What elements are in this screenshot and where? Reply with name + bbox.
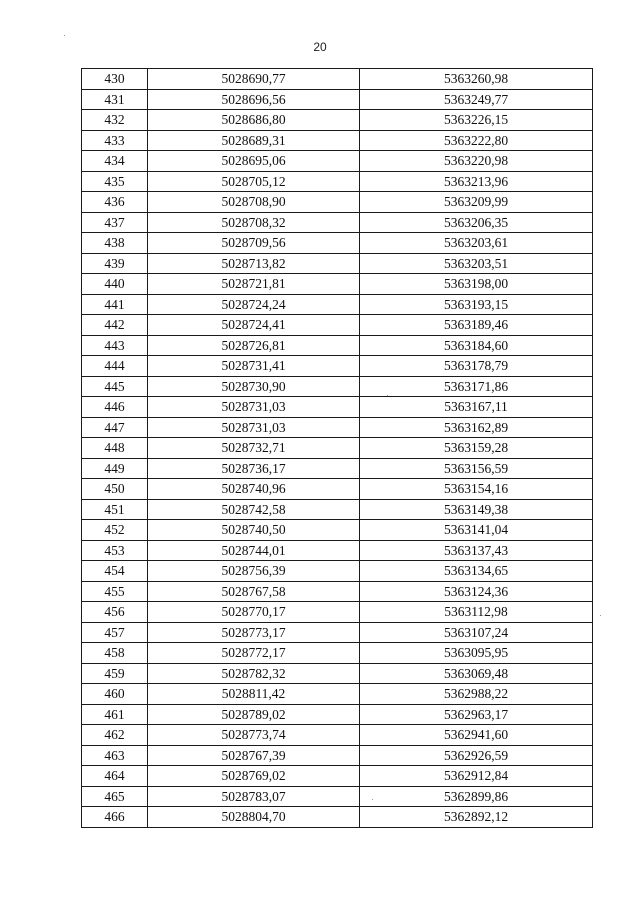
y-coordinate-cell: 5363095,95 xyxy=(360,643,593,664)
table-row xyxy=(82,499,593,520)
point-number-cell: 434 xyxy=(82,151,148,172)
y-coordinate-cell: 5362899,86 xyxy=(360,786,593,807)
y-coordinate-cell: 5363112,98 xyxy=(360,602,593,623)
y-coordinate-cell: 5363213,96 xyxy=(360,171,593,192)
table-row xyxy=(82,376,593,397)
table-row xyxy=(82,274,593,295)
y-coordinate-cell: 5363137,43 xyxy=(360,540,593,561)
table-row xyxy=(82,315,593,336)
table-row xyxy=(82,622,593,643)
point-number-cell: 430 xyxy=(82,69,148,90)
x-coordinate-cell: 5028731,41 xyxy=(148,356,360,377)
table-row xyxy=(82,397,593,418)
table-row xyxy=(82,458,593,479)
table-row xyxy=(82,725,593,746)
x-coordinate-cell: 5028773,17 xyxy=(148,622,360,643)
x-coordinate-cell: 5028724,41 xyxy=(148,315,360,336)
table-row xyxy=(82,417,593,438)
y-coordinate-cell: 5363203,61 xyxy=(360,233,593,254)
point-number-cell: 439 xyxy=(82,253,148,274)
x-coordinate-cell: 5028769,02 xyxy=(148,766,360,787)
y-coordinate-cell: 5362926,59 xyxy=(360,745,593,766)
table-row xyxy=(82,807,593,828)
point-number-cell: 433 xyxy=(82,130,148,151)
point-number-cell: 460 xyxy=(82,684,148,705)
y-coordinate-cell: 5362963,17 xyxy=(360,704,593,725)
table-row xyxy=(82,684,593,705)
table-row xyxy=(82,766,593,787)
y-coordinate-cell: 5363167,11 xyxy=(360,397,593,418)
x-coordinate-cell: 5028744,01 xyxy=(148,540,360,561)
y-coordinate-cell: 5362941,60 xyxy=(360,725,593,746)
x-coordinate-cell: 5028740,96 xyxy=(148,479,360,500)
x-coordinate-cell: 5028782,32 xyxy=(148,663,360,684)
table-row xyxy=(82,212,593,233)
table-row xyxy=(82,335,593,356)
point-number-cell: 463 xyxy=(82,745,148,766)
point-number-cell: 447 xyxy=(82,417,148,438)
table-row xyxy=(82,479,593,500)
table-row xyxy=(82,663,593,684)
scan-speck xyxy=(64,35,65,36)
x-coordinate-cell: 5028736,17 xyxy=(148,458,360,479)
point-number-cell: 451 xyxy=(82,499,148,520)
table-row xyxy=(82,643,593,664)
y-coordinate-cell: 5363154,16 xyxy=(360,479,593,500)
point-number-cell: 449 xyxy=(82,458,148,479)
point-number-cell: 461 xyxy=(82,704,148,725)
y-coordinate-cell: 5363189,46 xyxy=(360,315,593,336)
x-coordinate-cell: 5028767,39 xyxy=(148,745,360,766)
x-coordinate-cell: 5028724,24 xyxy=(148,294,360,315)
y-coordinate-cell: 5363178,79 xyxy=(360,356,593,377)
x-coordinate-cell: 5028773,74 xyxy=(148,725,360,746)
y-coordinate-cell: 5363159,28 xyxy=(360,438,593,459)
table-row xyxy=(82,581,593,602)
table-row xyxy=(82,356,593,377)
table-row xyxy=(82,151,593,172)
y-coordinate-cell: 5363193,15 xyxy=(360,294,593,315)
x-coordinate-cell: 5028740,50 xyxy=(148,520,360,541)
point-number-cell: 458 xyxy=(82,643,148,664)
x-coordinate-cell: 5028730,90 xyxy=(148,376,360,397)
table-row xyxy=(82,110,593,131)
point-number-cell: 448 xyxy=(82,438,148,459)
x-coordinate-cell: 5028690,77 xyxy=(148,69,360,90)
x-coordinate-cell: 5028709,56 xyxy=(148,233,360,254)
point-number-cell: 437 xyxy=(82,212,148,233)
table-row xyxy=(82,253,593,274)
scan-speck xyxy=(600,615,601,616)
point-number-cell: 459 xyxy=(82,663,148,684)
point-number-cell: 445 xyxy=(82,376,148,397)
point-number-cell: 453 xyxy=(82,540,148,561)
x-coordinate-cell: 5028695,06 xyxy=(148,151,360,172)
y-coordinate-cell: 5363222,80 xyxy=(360,130,593,151)
point-number-cell: 432 xyxy=(82,110,148,131)
point-number-cell: 446 xyxy=(82,397,148,418)
y-coordinate-cell: 5362892,12 xyxy=(360,807,593,828)
x-coordinate-cell: 5028705,12 xyxy=(148,171,360,192)
y-coordinate-cell: 5363209,99 xyxy=(360,192,593,213)
table-row xyxy=(82,69,593,90)
point-number-cell: 464 xyxy=(82,766,148,787)
x-coordinate-cell: 5028726,81 xyxy=(148,335,360,356)
point-number-cell: 456 xyxy=(82,602,148,623)
table-row xyxy=(82,192,593,213)
x-coordinate-cell: 5028713,82 xyxy=(148,253,360,274)
point-number-cell: 441 xyxy=(82,294,148,315)
coordinates-table-body xyxy=(82,69,593,828)
y-coordinate-cell: 5363198,00 xyxy=(360,274,593,295)
point-number-cell: 436 xyxy=(82,192,148,213)
point-number-cell: 462 xyxy=(82,725,148,746)
y-coordinate-cell: 5363149,38 xyxy=(360,499,593,520)
y-coordinate-cell: 5363226,15 xyxy=(360,110,593,131)
table-row xyxy=(82,438,593,459)
x-coordinate-cell: 5028731,03 xyxy=(148,397,360,418)
x-coordinate-cell: 5028731,03 xyxy=(148,417,360,438)
y-coordinate-cell: 5363162,89 xyxy=(360,417,593,438)
point-number-cell: 450 xyxy=(82,479,148,500)
x-coordinate-cell: 5028721,81 xyxy=(148,274,360,295)
point-number-cell: 442 xyxy=(82,315,148,336)
table-row xyxy=(82,745,593,766)
page-number: 20 xyxy=(313,40,327,54)
coordinates-table xyxy=(81,68,593,828)
y-coordinate-cell: 5363171,86 xyxy=(360,376,593,397)
point-number-cell: 444 xyxy=(82,356,148,377)
point-number-cell: 454 xyxy=(82,561,148,582)
y-coordinate-cell: 5363134,65 xyxy=(360,561,593,582)
y-coordinate-cell: 5363184,60 xyxy=(360,335,593,356)
x-coordinate-cell: 5028756,39 xyxy=(148,561,360,582)
table-row xyxy=(82,561,593,582)
y-coordinate-cell: 5363156,59 xyxy=(360,458,593,479)
x-coordinate-cell: 5028686,80 xyxy=(148,110,360,131)
y-coordinate-cell: 5362988,22 xyxy=(360,684,593,705)
y-coordinate-cell: 5362912,84 xyxy=(360,766,593,787)
y-coordinate-cell: 5363203,51 xyxy=(360,253,593,274)
x-coordinate-cell: 5028811,42 xyxy=(148,684,360,705)
table-row xyxy=(82,294,593,315)
x-coordinate-cell: 5028696,56 xyxy=(148,89,360,110)
scan-speck xyxy=(387,395,388,396)
point-number-cell: 466 xyxy=(82,807,148,828)
y-coordinate-cell: 5363124,36 xyxy=(360,581,593,602)
point-number-cell: 443 xyxy=(82,335,148,356)
x-coordinate-cell: 5028767,58 xyxy=(148,581,360,602)
x-coordinate-cell: 5028789,02 xyxy=(148,704,360,725)
scan-speck xyxy=(372,799,373,800)
point-number-cell: 431 xyxy=(82,89,148,110)
x-coordinate-cell: 5028689,31 xyxy=(148,130,360,151)
y-coordinate-cell: 5363107,24 xyxy=(360,622,593,643)
point-number-cell: 455 xyxy=(82,581,148,602)
y-coordinate-cell: 5363141,04 xyxy=(360,520,593,541)
x-coordinate-cell: 5028770,17 xyxy=(148,602,360,623)
x-coordinate-cell: 5028772,17 xyxy=(148,643,360,664)
x-coordinate-cell: 5028732,71 xyxy=(148,438,360,459)
point-number-cell: 457 xyxy=(82,622,148,643)
y-coordinate-cell: 5363260,98 xyxy=(360,69,593,90)
y-coordinate-cell: 5363069,48 xyxy=(360,663,593,684)
point-number-cell: 465 xyxy=(82,786,148,807)
table-row xyxy=(82,540,593,561)
table-row xyxy=(82,704,593,725)
point-number-cell: 435 xyxy=(82,171,148,192)
y-coordinate-cell: 5363206,35 xyxy=(360,212,593,233)
table-row xyxy=(82,130,593,151)
table-row xyxy=(82,520,593,541)
table-row xyxy=(82,233,593,254)
point-number-cell: 452 xyxy=(82,520,148,541)
point-number-cell: 438 xyxy=(82,233,148,254)
point-number-cell: 440 xyxy=(82,274,148,295)
x-coordinate-cell: 5028742,58 xyxy=(148,499,360,520)
y-coordinate-cell: 5363249,77 xyxy=(360,89,593,110)
table-row xyxy=(82,89,593,110)
x-coordinate-cell: 5028804,70 xyxy=(148,807,360,828)
y-coordinate-cell: 5363220,98 xyxy=(360,151,593,172)
x-coordinate-cell: 5028783,07 xyxy=(148,786,360,807)
table-row xyxy=(82,786,593,807)
x-coordinate-cell: 5028708,90 xyxy=(148,192,360,213)
x-coordinate-cell: 5028708,32 xyxy=(148,212,360,233)
table-row xyxy=(82,171,593,192)
table-row xyxy=(82,602,593,623)
